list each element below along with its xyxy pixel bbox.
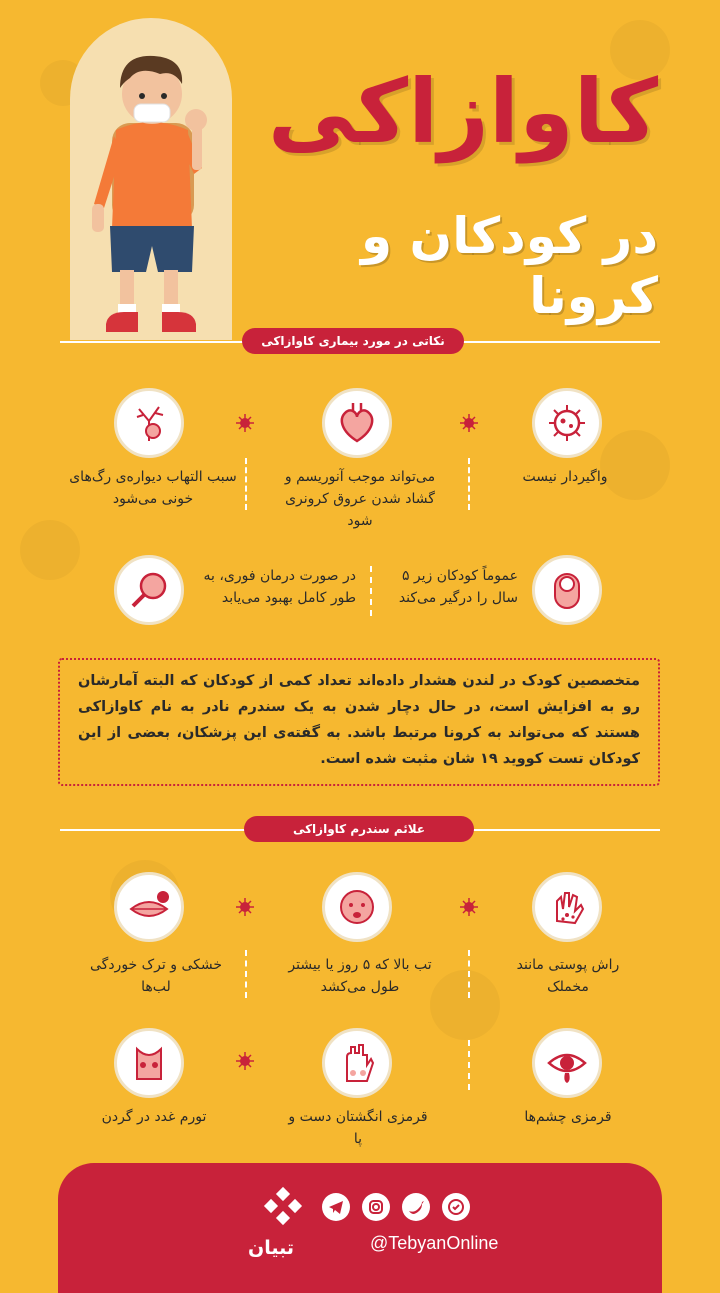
tebyan-logo — [266, 1189, 300, 1223]
symptom-label-5: قرمزی انگشتان دست و پا — [288, 1109, 428, 1147]
separator-line — [245, 458, 247, 510]
separator-line — [468, 950, 470, 998]
fever-child-icon — [322, 872, 392, 942]
separator-virus-icon — [460, 898, 478, 916]
symptom-label-1: راش پوستی مانند مخملک — [516, 957, 620, 995]
baby-icon — [532, 555, 602, 625]
separator-virus-icon — [236, 414, 254, 432]
info-paragraph: متخصصین کودک در لندن هشدار داده‌اند تعداد کمی از کودکان که البته آمارشان رو به افزایش است، در حال دچار شدن به یک سندرم نادر به نام کاوازاکی هستند که می‌تواند به کرونا مرتبط باشد. به گفته‌ی این پزشکان، بعضی از این کودکان تست کووید ۱۹ شان مثبت شده است. — [78, 673, 640, 767]
fact-label-5: در صورت درمان فوری، به طور کامل بهبود می‌یابد — [203, 568, 356, 606]
red-eye-icon — [532, 1028, 602, 1098]
symptom-label-6: تورم غدد در گردن — [101, 1109, 207, 1125]
twitter-icon[interactable] — [402, 1193, 430, 1221]
separator-virus-icon — [236, 898, 254, 916]
telegram-icon[interactable] — [322, 1193, 350, 1221]
info-paragraph-box — [58, 658, 660, 786]
social-handle[interactable]: @TebyanOnline — [370, 1233, 499, 1253]
fact-label-1: واگیردار نیست — [522, 469, 608, 485]
separator-virus-icon — [236, 1052, 254, 1070]
sick-child-illustration — [70, 18, 232, 340]
fact-label-2: می‌تواند موجب آنوریسم و گشاد شدن عروق کرونری شود — [284, 469, 436, 529]
dry-lips-icon — [114, 872, 184, 942]
symptom-label-3: خشکی و ترک خوردگی لب‌ها — [89, 957, 223, 995]
virus-icon — [532, 388, 602, 458]
bg-virus-3 — [600, 430, 670, 500]
bg-virus-6 — [430, 970, 500, 1040]
swollen-neck-icon — [114, 1028, 184, 1098]
fact-label-4: عموماً کودکان زیر ۵ سال را درگیر می‌کند — [398, 568, 518, 606]
section-header-facts: نکاتی در مورد بیماری کاوازاکی — [242, 328, 464, 354]
footer-banner — [58, 1163, 662, 1293]
fact-label-3: سبب التهاب دیواره‌ی رگ‌های خونی می‌شود — [69, 469, 237, 507]
section-header-symptoms: علائم سندرم کاوازاکی — [244, 816, 474, 842]
blood-vessel-icon — [114, 388, 184, 458]
separator-line — [468, 1040, 470, 1090]
page-title: کاوازاکی — [267, 60, 658, 163]
instagram-icon[interactable] — [362, 1193, 390, 1221]
separator-line — [245, 950, 247, 998]
rash-hand-icon — [532, 872, 602, 942]
page-subtitle: در کودکان و کرونا — [361, 207, 658, 325]
separator-line — [370, 566, 372, 616]
symptom-label-2: تب بالا که ۵ روز یا بیشتر طول می‌کشد — [288, 957, 432, 995]
heart-icon — [322, 388, 392, 458]
separator-line — [468, 458, 470, 510]
red-hand-icon — [322, 1028, 392, 1098]
bg-virus-4 — [20, 520, 80, 580]
separator-virus-icon — [460, 414, 478, 432]
magnifier-icon — [114, 555, 184, 625]
brand-name: تبیان — [248, 1237, 294, 1259]
check-icon[interactable] — [442, 1193, 470, 1221]
symptom-label-4: قرمزی چشم‌ها — [524, 1109, 612, 1125]
